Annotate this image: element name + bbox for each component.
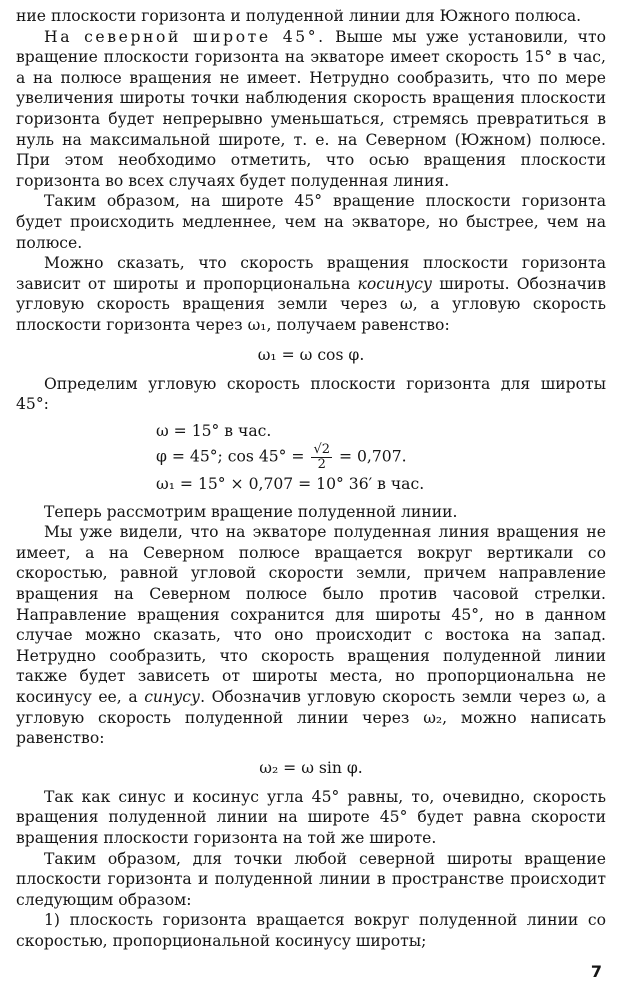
paragraph-7 <box>16 522 606 749</box>
formula-earth-rate: ω = 15° в час. <box>156 421 272 440</box>
paragraph-4 <box>16 253 606 335</box>
paragraph-8: Так как синус и косинус угла 45° равны, то, очевидно, скорость вращения полуденной линии на широте 45° будет равна скорости вращения плоскости горизонта на той же широте. <box>16 787 606 847</box>
paragraph-2-text: Выше мы уже установили, что вращение плоскости горизонта на экваторе имеет скорость 15° в час, а на полюсе вращения не имеет. Нетрудно сообразить, что по мере увеличения широты точки наблюдения скорость вращения плоскости горизонта будет непрерывно уменьшаться, стремясь превратиться в нуль на максимальной широте, т. е. на Северном (Южном) полюсе. При этом необходимо отметить, что осью вращения плоскости горизонта во всех случаях будет полуденная линия. <box>16 27 606 190</box>
paragraph-1: ние плоскости горизонта и полуденной линии для Южного полюса. <box>16 7 582 25</box>
paragraph-4-text-b: широты. Обозначив угловую скорость вращения земли через ω, а угловую скорость плоскости горизонта через ω₁, получаем равенство: <box>16 274 606 334</box>
fraction-denominator: 2 <box>317 456 326 472</box>
page-number: 7 <box>590 962 602 981</box>
fraction-sqrt2-over-2 <box>311 443 332 472</box>
formula-cos45-result: = 0,707. <box>334 447 407 466</box>
formula-meridian-rate: ω₂ = ω sin φ. <box>259 758 363 777</box>
paragraph-7-text-a: Мы уже видели, что на экваторе полуденная линия вращения не имеет, а на Северном полюсе вращается вокруг вертикали со скоростью, равной угловой скорости земли, причем направление вращения на Северном полюсе было против часовой стрелки. Направление вращения сохранится для широты 45°, но в данном случае можно сказать, что оно происходит с востока на запад. Нетрудно сообразить, что скорость вращения полуденной линии также будет зависеть от широты места, но пропорциональна не косинусу ее, а <box>16 523 606 707</box>
paragraph-7-text-b: . Обозначив угловую скорость земли через ω, а угловую скорость полуденной линии через ω₂, можно написать равенство: <box>16 688 606 748</box>
paragraph-5: Определим угловую скорость плоскости горизонта для широты 45°: <box>16 374 606 414</box>
fraction-numerator: √2 <box>313 441 331 457</box>
formula-block <box>16 419 606 496</box>
paragraph-4-emphasis: косинусу <box>357 274 433 293</box>
paragraph-7-emphasis: синусу <box>144 688 201 707</box>
paragraph-6: Теперь рассмотрим вращение полуденной линии. <box>44 502 458 521</box>
formula-horizon-rate: ω₁ = ω cos φ. <box>257 345 365 364</box>
formula-cos45-lhs: φ = 45°; cos 45° = <box>156 447 310 466</box>
formula-cos45 <box>156 443 606 472</box>
paragraph-10: 1) плоскость горизонта вращается вокруг полуденной линии со скоростью, пропорциональной косинусу широты; <box>16 911 606 950</box>
paragraph-3: Таким образом, на широте 45° вращение плоскости горизонта будет происходить медленнее, чем на экваторе, но быстрее, чем на полюсе. <box>16 192 606 252</box>
formula-horizon-result: ω₁ = 15° × 0,707 = 10° 36′ в час. <box>156 474 425 493</box>
paragraph-4-text-a: Можно сказать, что скорость вращения плоскости горизонта зависит от широты и пропорциональна <box>16 254 606 293</box>
paragraph-9: Таким образом, для точки любой северной широты вращение плоскости горизонта и полуденной линии в пространстве происходит следующим образом: <box>16 849 606 909</box>
paragraph-2-lead: На северной широте 45°. <box>44 27 326 46</box>
paragraph-2 <box>16 27 606 192</box>
